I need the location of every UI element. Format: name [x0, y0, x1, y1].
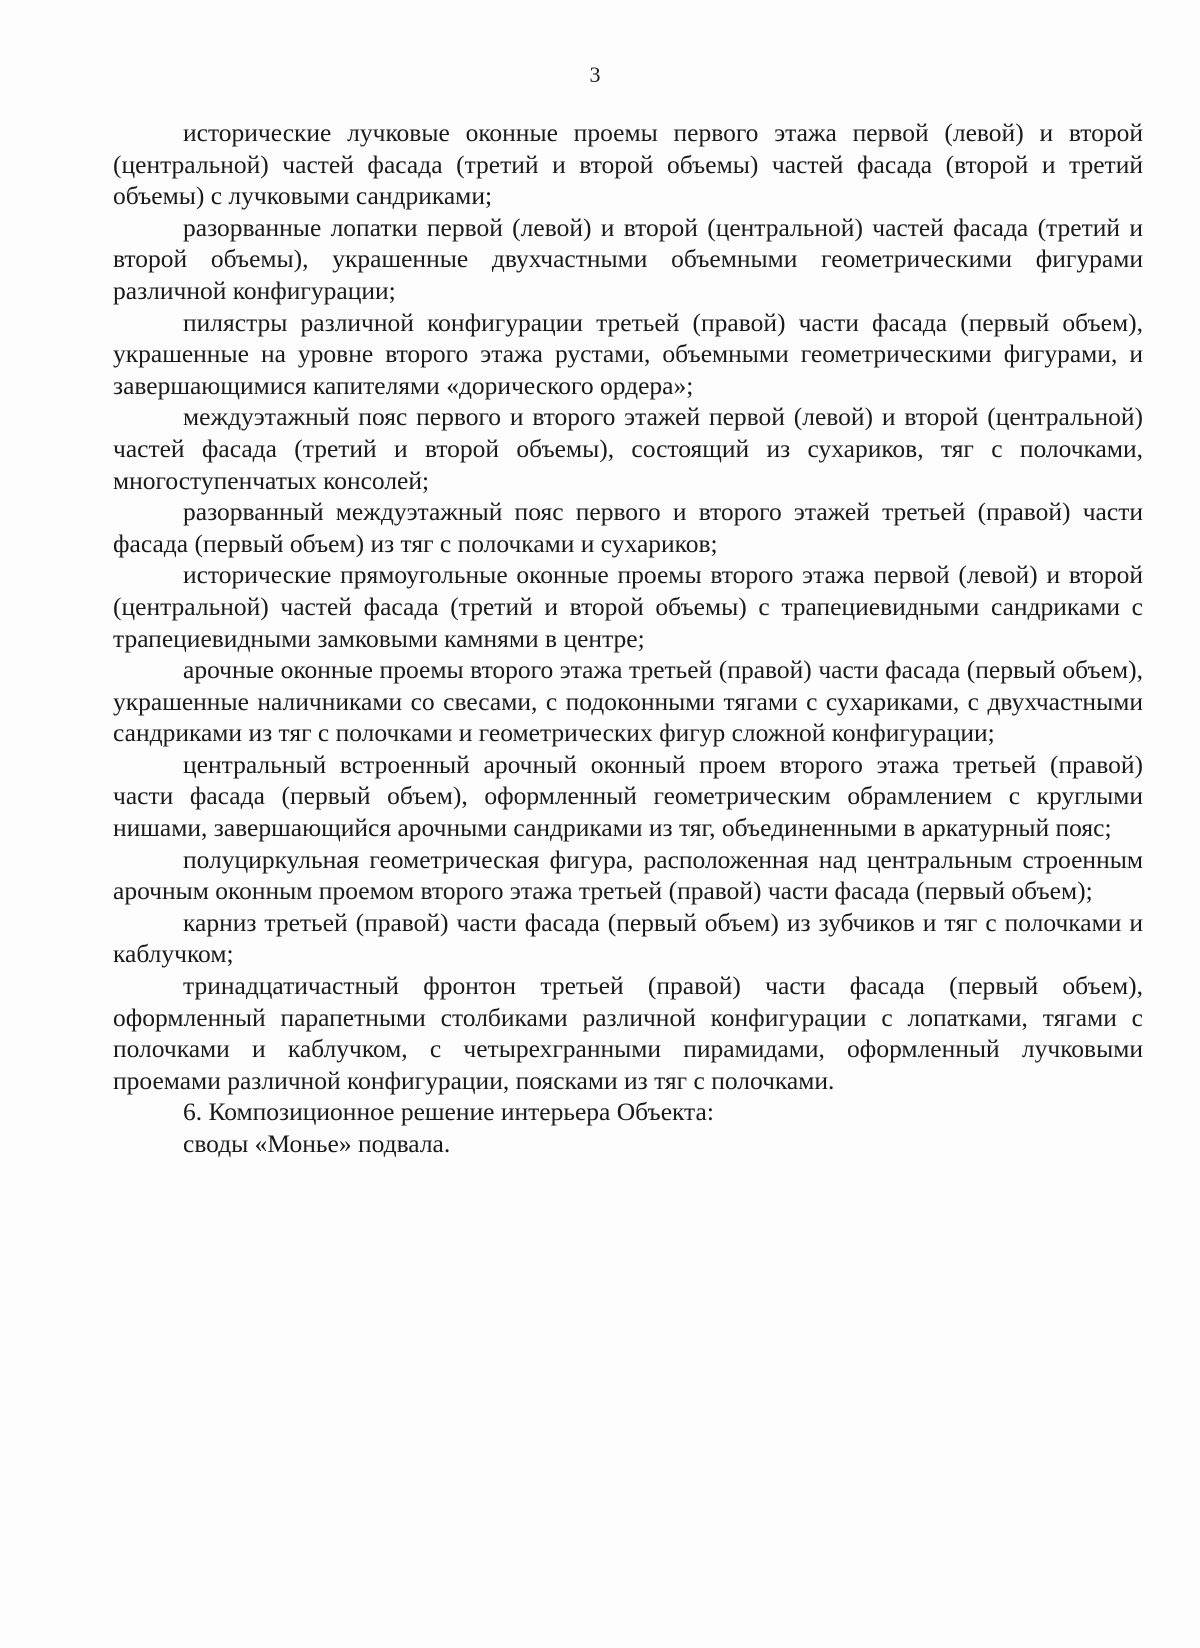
paragraph-rectangular-windows: исторические прямоугольные оконные проемы второго этажа первой (левой) и второй (центральной) частей фасада (третий и второй объемы) с трапециевидными сандриками с трапециевидными замковыми камнями в центре;	[113, 560, 1143, 653]
paragraph-semicircular-figure: полуциркульная геометрическая фигура, расположенная над центральным строенным арочным оконным проемом второго этажа третьей (правой) части фасада (первый объем);	[113, 844, 1143, 906]
paragraph-pilasters: пилястры различной конфигурации третьей (правой) части фасада (первый объем), украшенные на уровне второго этажа рустами, объемными геометрическими фигурами, и завершающимися капителями «дорического ордера»;	[113, 307, 1143, 400]
paragraph-pediment: тринадцатичастный фронтон третьей (правой) части фасада (первый объем), оформленный парапетными столбиками различной конфигурации с лопатками, тягами с полочками и каблучком, с четырехгранными пирамидами, оформленный лучковыми проемами различной конфигурации, поясками из тяг с полочками.	[113, 971, 1143, 1095]
paragraph-monier-vaults: своды «Монье» подвала.	[183, 1129, 451, 1158]
section-heading-interior: 6. Композиционное решение интерьера Объекта:	[183, 1097, 714, 1127]
paragraph-historic-arched-windows: исторические лучковые оконные проемы первого этажа первой (левой) и второй (центральной) частей фасада (третий и второй объемы) частей фасада (второй и третий объемы) с лучковыми сандриками;	[113, 118, 1143, 211]
paragraph-interfloor-belt: междуэтажный пояс первого и второго этажей первой (левой) и второй (центральной) частей фасада (третий и второй объемы), состоящий из сухариков, тяг с полочками, многоступенчатых консолей;	[113, 402, 1143, 495]
paragraph-broken-lesenes: разорванные лопатки первой (левой) и второй (центральной) частей фасада (третий и второй объемы), украшенные двухчастными объемными геометрическими фигурами различной конфигурации;	[113, 212, 1143, 305]
page-number: 3	[589, 62, 601, 87]
paragraph-central-arched-window: центральный встроенный арочный оконный проем второго этажа третьей (правой) части фасада (первый объем), оформленный геометрическим обрамлением с круглыми нишами, завершающийся арочными сандриками из тяг, объединенными в аркатурный пояс;	[113, 749, 1143, 843]
paragraph-broken-interfloor-belt: разорванный междуэтажный пояс первого и второго этажей третьей (правой) части фасада (первый объем) из тяг с полочками и сухариков;	[113, 497, 1143, 558]
paragraph-cornice: карниз третьей (правой) части фасада (первый объем) из зубчиков и тяг с полочками и каблучком;	[113, 907, 1143, 969]
paragraph-arched-windows: арочные оконные проемы второго этажа третьей (правой) части фасада (первый объем), украшенные наличниками со свесами, с подоконными тягами с сухариками, с двухчастными сандриками из тяг с полочками и геометрических фигур сложной конфигурации;	[113, 655, 1143, 748]
document-body	[113, 117, 1143, 1160]
